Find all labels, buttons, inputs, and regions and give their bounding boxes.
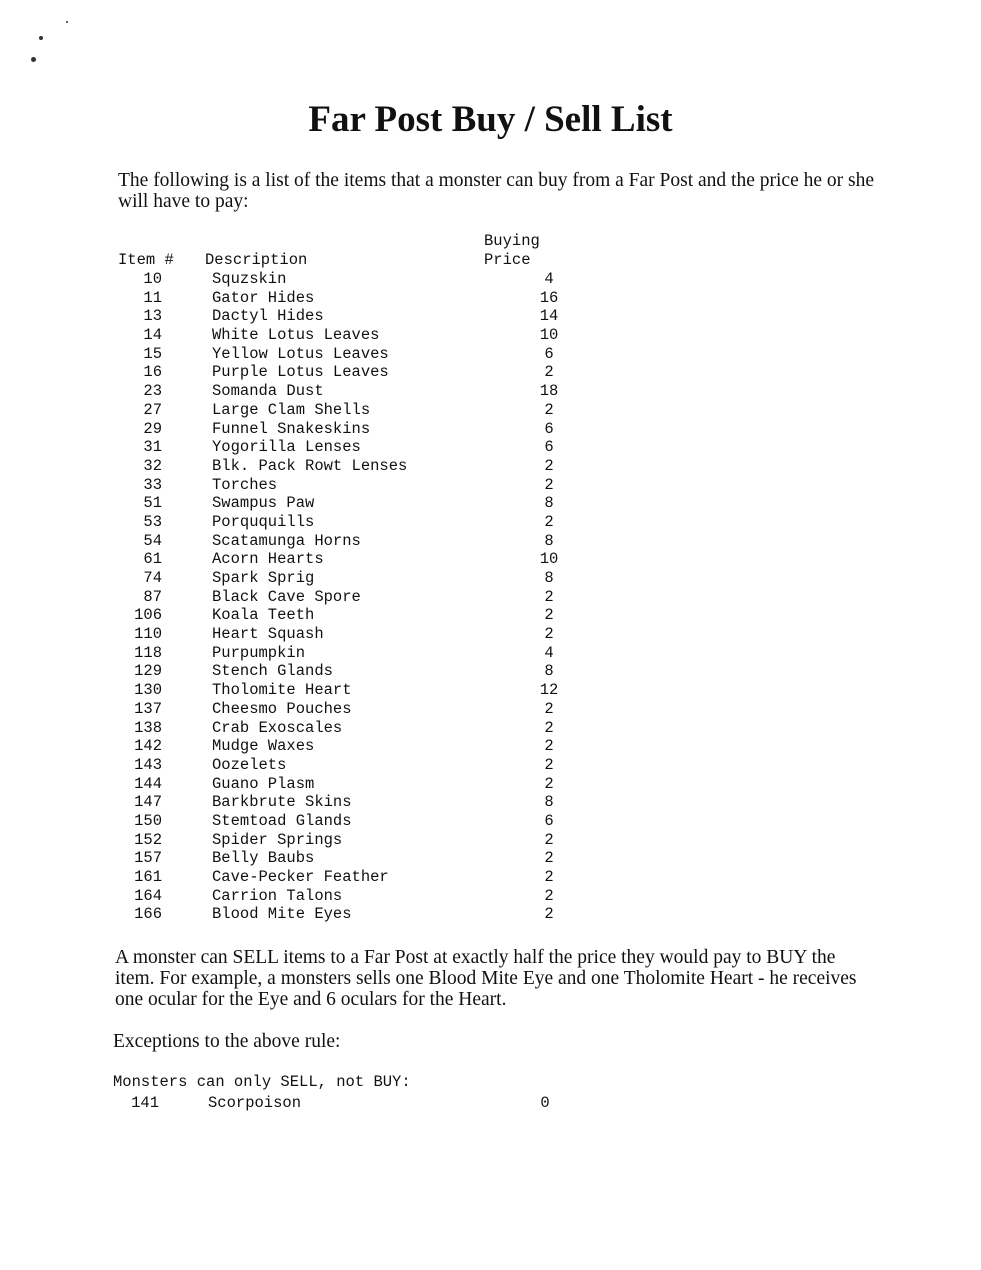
item-description: Purple Lotus Leaves bbox=[212, 363, 389, 382]
item-description: Black Cave Spore bbox=[212, 587, 361, 606]
item-description: Stemtoad Glands bbox=[212, 811, 352, 830]
sell-rule-paragraph: A monster can SELL items to a Far Post at exactly half the price they would pay to BUY the item. For example, a monsters sells one Blood Mite Eye and one Tholomite Heart - he receives one ocular for the Eye and 6 oculars for the Heart. bbox=[115, 947, 857, 1010]
item-price: 2 bbox=[544, 886, 554, 905]
item-number: 29 bbox=[143, 419, 162, 438]
exceptions-heading: Exceptions to the above rule: bbox=[113, 1031, 341, 1052]
table-row bbox=[118, 438, 578, 457]
item-description: Stench Glands bbox=[212, 662, 333, 681]
item-number: 150 bbox=[134, 811, 162, 830]
table-row bbox=[118, 812, 578, 831]
table-row bbox=[118, 868, 578, 887]
item-price: 2 bbox=[544, 774, 554, 793]
item-description: Cave-Pecker Feather bbox=[212, 868, 389, 886]
item-description: Cheesmo Pouches bbox=[212, 699, 352, 718]
item-description: Dactyl Hides bbox=[212, 307, 324, 326]
table-row bbox=[118, 681, 578, 700]
item-number: 54 bbox=[143, 531, 162, 550]
item-price: 2 bbox=[544, 363, 554, 382]
table-row bbox=[118, 457, 578, 476]
intro-paragraph: The following is a list of the items that a monster can buy from a Far Post and the price he or she will have to pay: bbox=[118, 170, 874, 212]
item-price: 2 bbox=[544, 830, 554, 849]
table-row bbox=[118, 849, 578, 868]
item-number: 16 bbox=[143, 363, 162, 382]
item-description: Squzskin bbox=[212, 270, 287, 288]
item-price: 2 bbox=[544, 868, 554, 886]
page-title: Far Post Buy / Sell List bbox=[308, 99, 673, 140]
item-price: 10 bbox=[539, 550, 559, 569]
item-description: Porququills bbox=[212, 512, 315, 531]
table-row bbox=[118, 569, 578, 588]
item-description: Purpumpkin bbox=[212, 643, 306, 662]
item-description: Tholomite Heart bbox=[212, 681, 352, 700]
item-price: 10 bbox=[539, 326, 559, 345]
item-description: Somanda Dust bbox=[212, 382, 324, 401]
item-description: Gator Hides bbox=[212, 288, 315, 307]
item-number: 51 bbox=[143, 494, 162, 513]
table-row bbox=[118, 644, 578, 663]
item-price: 2 bbox=[544, 400, 554, 419]
item-price: 8 bbox=[544, 793, 554, 812]
table-row bbox=[118, 588, 578, 607]
item-description: Funnel Snakeskins bbox=[212, 419, 371, 438]
item-number: 152 bbox=[134, 830, 162, 849]
item-price: 2 bbox=[544, 905, 554, 924]
table-row bbox=[118, 532, 578, 551]
item-price: 2 bbox=[544, 606, 554, 625]
table-row bbox=[118, 494, 578, 513]
price-table bbox=[118, 270, 578, 924]
item-price: 2 bbox=[544, 587, 554, 606]
item-price: 2 bbox=[544, 456, 554, 475]
item-description: Mudge Waxes bbox=[212, 737, 315, 756]
item-price: 6 bbox=[544, 438, 554, 457]
table-row bbox=[118, 793, 578, 812]
description-header: Description bbox=[205, 251, 308, 269]
item-description: Yellow Lotus Leaves bbox=[212, 344, 389, 363]
table-row bbox=[118, 326, 578, 345]
item-description: Large Clam Shells bbox=[212, 400, 371, 419]
item-description: Spark Sprig bbox=[212, 569, 315, 587]
item-description: Koala Teeth bbox=[212, 606, 315, 625]
item-number: 33 bbox=[143, 475, 162, 494]
item-description: Carrion Talons bbox=[212, 886, 343, 905]
table-row bbox=[118, 420, 578, 439]
table-row bbox=[118, 662, 578, 681]
item-price: 2 bbox=[544, 512, 554, 531]
item-description: Oozelets bbox=[212, 755, 287, 774]
scan-speck bbox=[39, 36, 43, 40]
item-number: 106 bbox=[134, 606, 162, 625]
item-description: Swampus Paw bbox=[212, 494, 315, 513]
item-description: Torches bbox=[212, 475, 278, 494]
item-price: 6 bbox=[544, 419, 554, 438]
item-price: 2 bbox=[544, 737, 554, 756]
item-number: 157 bbox=[134, 849, 162, 868]
table-row bbox=[118, 382, 578, 401]
item-number: 138 bbox=[134, 718, 162, 737]
item-number-header: Item # bbox=[118, 251, 174, 269]
table-row bbox=[118, 307, 578, 326]
item-price: 2 bbox=[544, 699, 554, 718]
table-row bbox=[118, 700, 578, 719]
sell-only-item-number: 141 bbox=[131, 1094, 159, 1112]
item-description: Crab Exoscales bbox=[212, 718, 343, 737]
sell-only-row bbox=[113, 1094, 560, 1113]
item-price: 6 bbox=[544, 811, 554, 830]
item-price: 18 bbox=[539, 382, 559, 401]
item-description: Scatamunga Horns bbox=[212, 531, 361, 550]
item-description: Blk. Pack Rowt Lenses bbox=[212, 456, 408, 475]
item-number: 14 bbox=[143, 326, 162, 345]
item-description: Barkbrute Skins bbox=[212, 793, 352, 812]
table-row bbox=[118, 513, 578, 532]
table-row bbox=[118, 737, 578, 756]
item-description: Belly Baubs bbox=[212, 849, 315, 868]
item-price: 2 bbox=[544, 755, 554, 774]
item-number: 144 bbox=[134, 774, 162, 793]
item-price: 8 bbox=[544, 531, 554, 550]
item-price: 8 bbox=[544, 569, 554, 587]
sell-only-item-description: Scorpoison bbox=[208, 1094, 302, 1112]
item-price: 16 bbox=[539, 288, 559, 307]
table-row bbox=[118, 476, 578, 495]
item-price: 8 bbox=[544, 662, 554, 681]
table-row bbox=[118, 756, 578, 775]
item-price: 2 bbox=[544, 625, 554, 644]
sell-only-heading: Monsters can only SELL, not BUY: bbox=[113, 1073, 411, 1091]
table-row bbox=[118, 775, 578, 794]
item-price: 6 bbox=[544, 344, 554, 363]
item-number: 147 bbox=[134, 793, 162, 812]
table-row bbox=[118, 606, 578, 625]
item-number: 11 bbox=[143, 288, 162, 307]
table-row bbox=[118, 345, 578, 364]
table-row bbox=[118, 905, 578, 924]
item-number: 166 bbox=[134, 905, 162, 924]
item-number: 142 bbox=[134, 737, 162, 756]
item-number: 164 bbox=[134, 886, 162, 905]
item-number: 10 bbox=[143, 270, 162, 288]
item-number: 137 bbox=[134, 699, 162, 718]
item-number: 32 bbox=[143, 456, 162, 475]
item-price: 4 bbox=[544, 643, 554, 662]
item-number: 161 bbox=[134, 868, 162, 886]
item-number: 130 bbox=[134, 681, 162, 700]
item-number: 53 bbox=[143, 512, 162, 531]
item-number: 13 bbox=[143, 307, 162, 326]
item-description: Spider Springs bbox=[212, 830, 343, 849]
item-description: Heart Squash bbox=[212, 625, 324, 644]
item-price: 8 bbox=[544, 494, 554, 513]
item-number: 31 bbox=[143, 438, 162, 457]
item-number: 23 bbox=[143, 382, 162, 401]
table-row bbox=[118, 831, 578, 850]
item-number: 110 bbox=[134, 625, 162, 644]
sell-only-item-price: 0 bbox=[540, 1094, 550, 1112]
item-description: Yogorilla Lenses bbox=[212, 438, 361, 457]
item-number: 61 bbox=[143, 550, 162, 569]
table-row bbox=[118, 719, 578, 738]
buying-price-header bbox=[484, 232, 540, 270]
item-description: Acorn Hearts bbox=[212, 550, 324, 569]
table-row bbox=[118, 363, 578, 382]
scan-speck bbox=[31, 57, 36, 62]
table-row bbox=[118, 625, 578, 644]
buying-price-header-line2: Price bbox=[484, 251, 531, 269]
item-price: 2 bbox=[544, 718, 554, 737]
item-price: 12 bbox=[539, 681, 559, 700]
item-price: 4 bbox=[544, 270, 554, 288]
item-price: 2 bbox=[544, 475, 554, 494]
item-number: 74 bbox=[143, 569, 162, 587]
scan-speck bbox=[66, 21, 68, 23]
item-number: 129 bbox=[134, 662, 162, 681]
item-price: 2 bbox=[544, 849, 554, 868]
buying-price-header-line1: Buying bbox=[484, 232, 540, 250]
item-price: 14 bbox=[539, 307, 559, 326]
table-row bbox=[118, 401, 578, 420]
item-number: 27 bbox=[143, 400, 162, 419]
item-description: Guano Plasm bbox=[212, 774, 315, 793]
item-number: 15 bbox=[143, 344, 162, 363]
item-description: White Lotus Leaves bbox=[212, 326, 380, 345]
item-number: 118 bbox=[134, 643, 162, 662]
item-description: Blood Mite Eyes bbox=[212, 905, 352, 924]
table-row bbox=[118, 887, 578, 906]
item-number: 143 bbox=[134, 755, 162, 774]
item-number: 87 bbox=[143, 587, 162, 606]
table-row bbox=[118, 289, 578, 308]
table-row bbox=[118, 270, 578, 289]
table-row bbox=[118, 550, 578, 569]
